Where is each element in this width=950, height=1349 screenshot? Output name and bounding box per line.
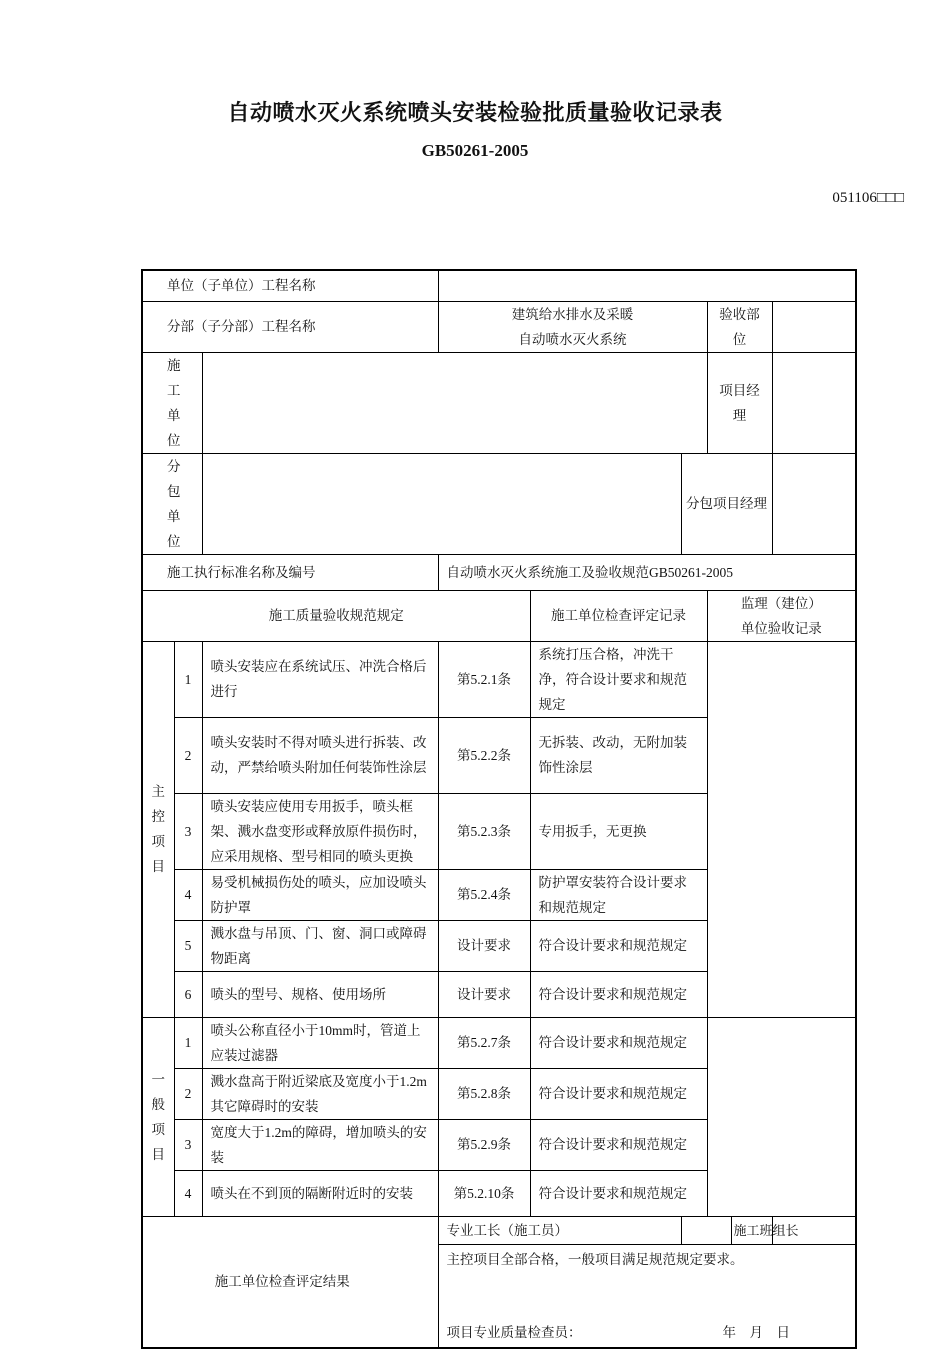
item-text: 喷头安装应使用专用扳手，喷头框架、溅水盘变形或释放原件损伤时，应采用规格、型号相同的喷头更换 [202, 793, 438, 869]
sub-project-label: 分部（子分部）工程名称 [142, 301, 438, 352]
acceptance-part-value[interactable] [772, 301, 856, 352]
subcontract-unit-label: 分包单位 [142, 453, 202, 554]
item-clause: 第5.2.8条 [438, 1068, 530, 1119]
item-number: 2 [174, 1068, 202, 1119]
main-items-label: 主 控 项 目 [142, 641, 174, 1017]
project-manager-value[interactable] [772, 352, 856, 453]
item-number: 1 [174, 1017, 202, 1068]
sub-project-line2: 自动喷水灭火系统 [518, 331, 627, 347]
conclusion-text: 主控项目全部合格，一般项目满足规范规定要求。 [446, 1251, 744, 1267]
team-leader-label: 施工班组长 [731, 1216, 772, 1244]
item-record: 符合设计要求和规范规定 [530, 1068, 707, 1119]
item-clause: 第5.2.1条 [438, 641, 530, 717]
unit-project-value[interactable] [438, 270, 856, 301]
form-code: 051106□□□ [832, 190, 904, 206]
col-header-supervision [707, 590, 856, 641]
result-label: 施工单位检查评定结果 [142, 1216, 438, 1348]
item-clause: 第5.2.9条 [438, 1119, 530, 1170]
item-text: 溅水盘与吊顶、门、窗、洞口或障碍物距离 [202, 920, 438, 971]
row-unit-project [142, 270, 856, 301]
row-standard [142, 554, 856, 590]
acceptance-form-table [141, 269, 857, 1349]
item-record: 防护罩安装符合设计要求和规范规定 [530, 869, 707, 920]
item-clause: 第5.2.2条 [438, 717, 530, 793]
supervision-line2: 单位验收记录 [740, 620, 822, 636]
item-record: 符合设计要求和规范规定 [530, 1017, 707, 1068]
item-text: 溅水盘高于附近梁底及宽度小于1.2m其它障碍时的安装 [202, 1068, 438, 1119]
item-number: 2 [174, 717, 202, 793]
main-items-supervision-record[interactable] [707, 641, 856, 1017]
item-number: 5 [174, 920, 202, 971]
row-subcontract-unit [142, 453, 856, 554]
col-header-check: 施工单位检查评定记录 [530, 590, 707, 641]
item-text: 喷头公称直径小于10mm时，管道上应装过滤器 [202, 1017, 438, 1068]
item-record: 符合设计要求和规范规定 [530, 971, 707, 1017]
project-manager-label: 项目经理 [707, 352, 772, 453]
sub-project-value [438, 301, 707, 352]
col-header-spec: 施工质量验收规范规定 [142, 590, 530, 641]
foreman-value[interactable] [681, 1216, 731, 1244]
standard-label: 施工执行标准名称及编号 [142, 554, 438, 590]
item-number: 3 [174, 793, 202, 869]
item-text: 宽度大于1.2m的障碍，增加喷头的安装 [202, 1119, 438, 1170]
row-column-headers [142, 590, 856, 641]
row-sub-project [142, 301, 856, 352]
item-text: 喷头安装时不得对喷头进行拆装、改动，严禁给喷头附加任何装饰性涂层 [202, 717, 438, 793]
acceptance-part-label: 验收部位 [707, 301, 772, 352]
item-clause: 设计要求 [438, 971, 530, 1017]
foreman-cell [438, 1216, 681, 1244]
item-record: 符合设计要求和规范规定 [530, 1119, 707, 1170]
item-record: 符合设计要求和规范规定 [530, 920, 707, 971]
standard-code: GB50261-2005 [421, 141, 529, 160]
item-number: 1 [174, 641, 202, 717]
item-clause: 第5.2.3条 [438, 793, 530, 869]
item-number: 4 [174, 1170, 202, 1216]
construction-unit-label: 施工单位 [142, 352, 202, 453]
conclusion-cell [438, 1244, 856, 1348]
date-label: 年 月 日 [722, 1325, 791, 1340]
inspector-label: 项目专业质量检查员： [446, 1325, 582, 1340]
general-items-supervision-record[interactable] [707, 1017, 856, 1216]
item-record: 专用扳手，无更换 [530, 793, 707, 869]
item-clause: 第5.2.7条 [438, 1017, 530, 1068]
item-clause: 第5.2.4条 [438, 869, 530, 920]
general-items-label: 一 般 项 目 [142, 1017, 174, 1216]
subcontract-unit-value[interactable] [202, 453, 681, 554]
item-record: 无拆装、改动，无附加装饰性涂层 [530, 717, 707, 793]
item-record: 系统打压合格，冲洗干净，符合设计要求和规范规定 [530, 641, 707, 717]
main-item-row [142, 641, 856, 717]
item-clause: 第5.2.10条 [438, 1170, 530, 1216]
item-number: 6 [174, 971, 202, 1017]
row-construction-unit [142, 352, 856, 453]
item-clause: 设计要求 [438, 920, 530, 971]
subcontract-manager-label: 分包项目经理 [681, 453, 772, 554]
item-number: 4 [174, 869, 202, 920]
item-text: 喷头在不到顶的隔断附近时的安装 [202, 1170, 438, 1216]
unit-project-label: 单位（子单位）工程名称 [142, 270, 438, 301]
construction-unit-value[interactable] [202, 352, 707, 453]
item-number: 3 [174, 1119, 202, 1170]
row-result-signers [142, 1216, 856, 1244]
item-record: 符合设计要求和规范规定 [530, 1170, 707, 1216]
standard-value: 自动喷水灭火系统施工及验收规范GB50261-2005 [438, 554, 856, 590]
subcontract-manager-value[interactable] [772, 453, 856, 554]
item-text: 喷头的型号、规格、使用场所 [202, 971, 438, 1017]
item-text: 易受机械损伤处的喷头，应加设喷头防护罩 [202, 869, 438, 920]
item-text: 喷头安装应在系统试压、冲洗合格后进行 [202, 641, 438, 717]
page-title: 自动喷水灭火系统喷头安装检验批质量验收记录表 [227, 101, 723, 126]
general-item-row [142, 1017, 856, 1068]
foreman-label: 专业工长（施工员） [446, 1222, 569, 1238]
supervision-line1: 监理（建位） [740, 595, 822, 611]
sub-project-line1: 建筑给水排水及采暖 [511, 306, 634, 322]
